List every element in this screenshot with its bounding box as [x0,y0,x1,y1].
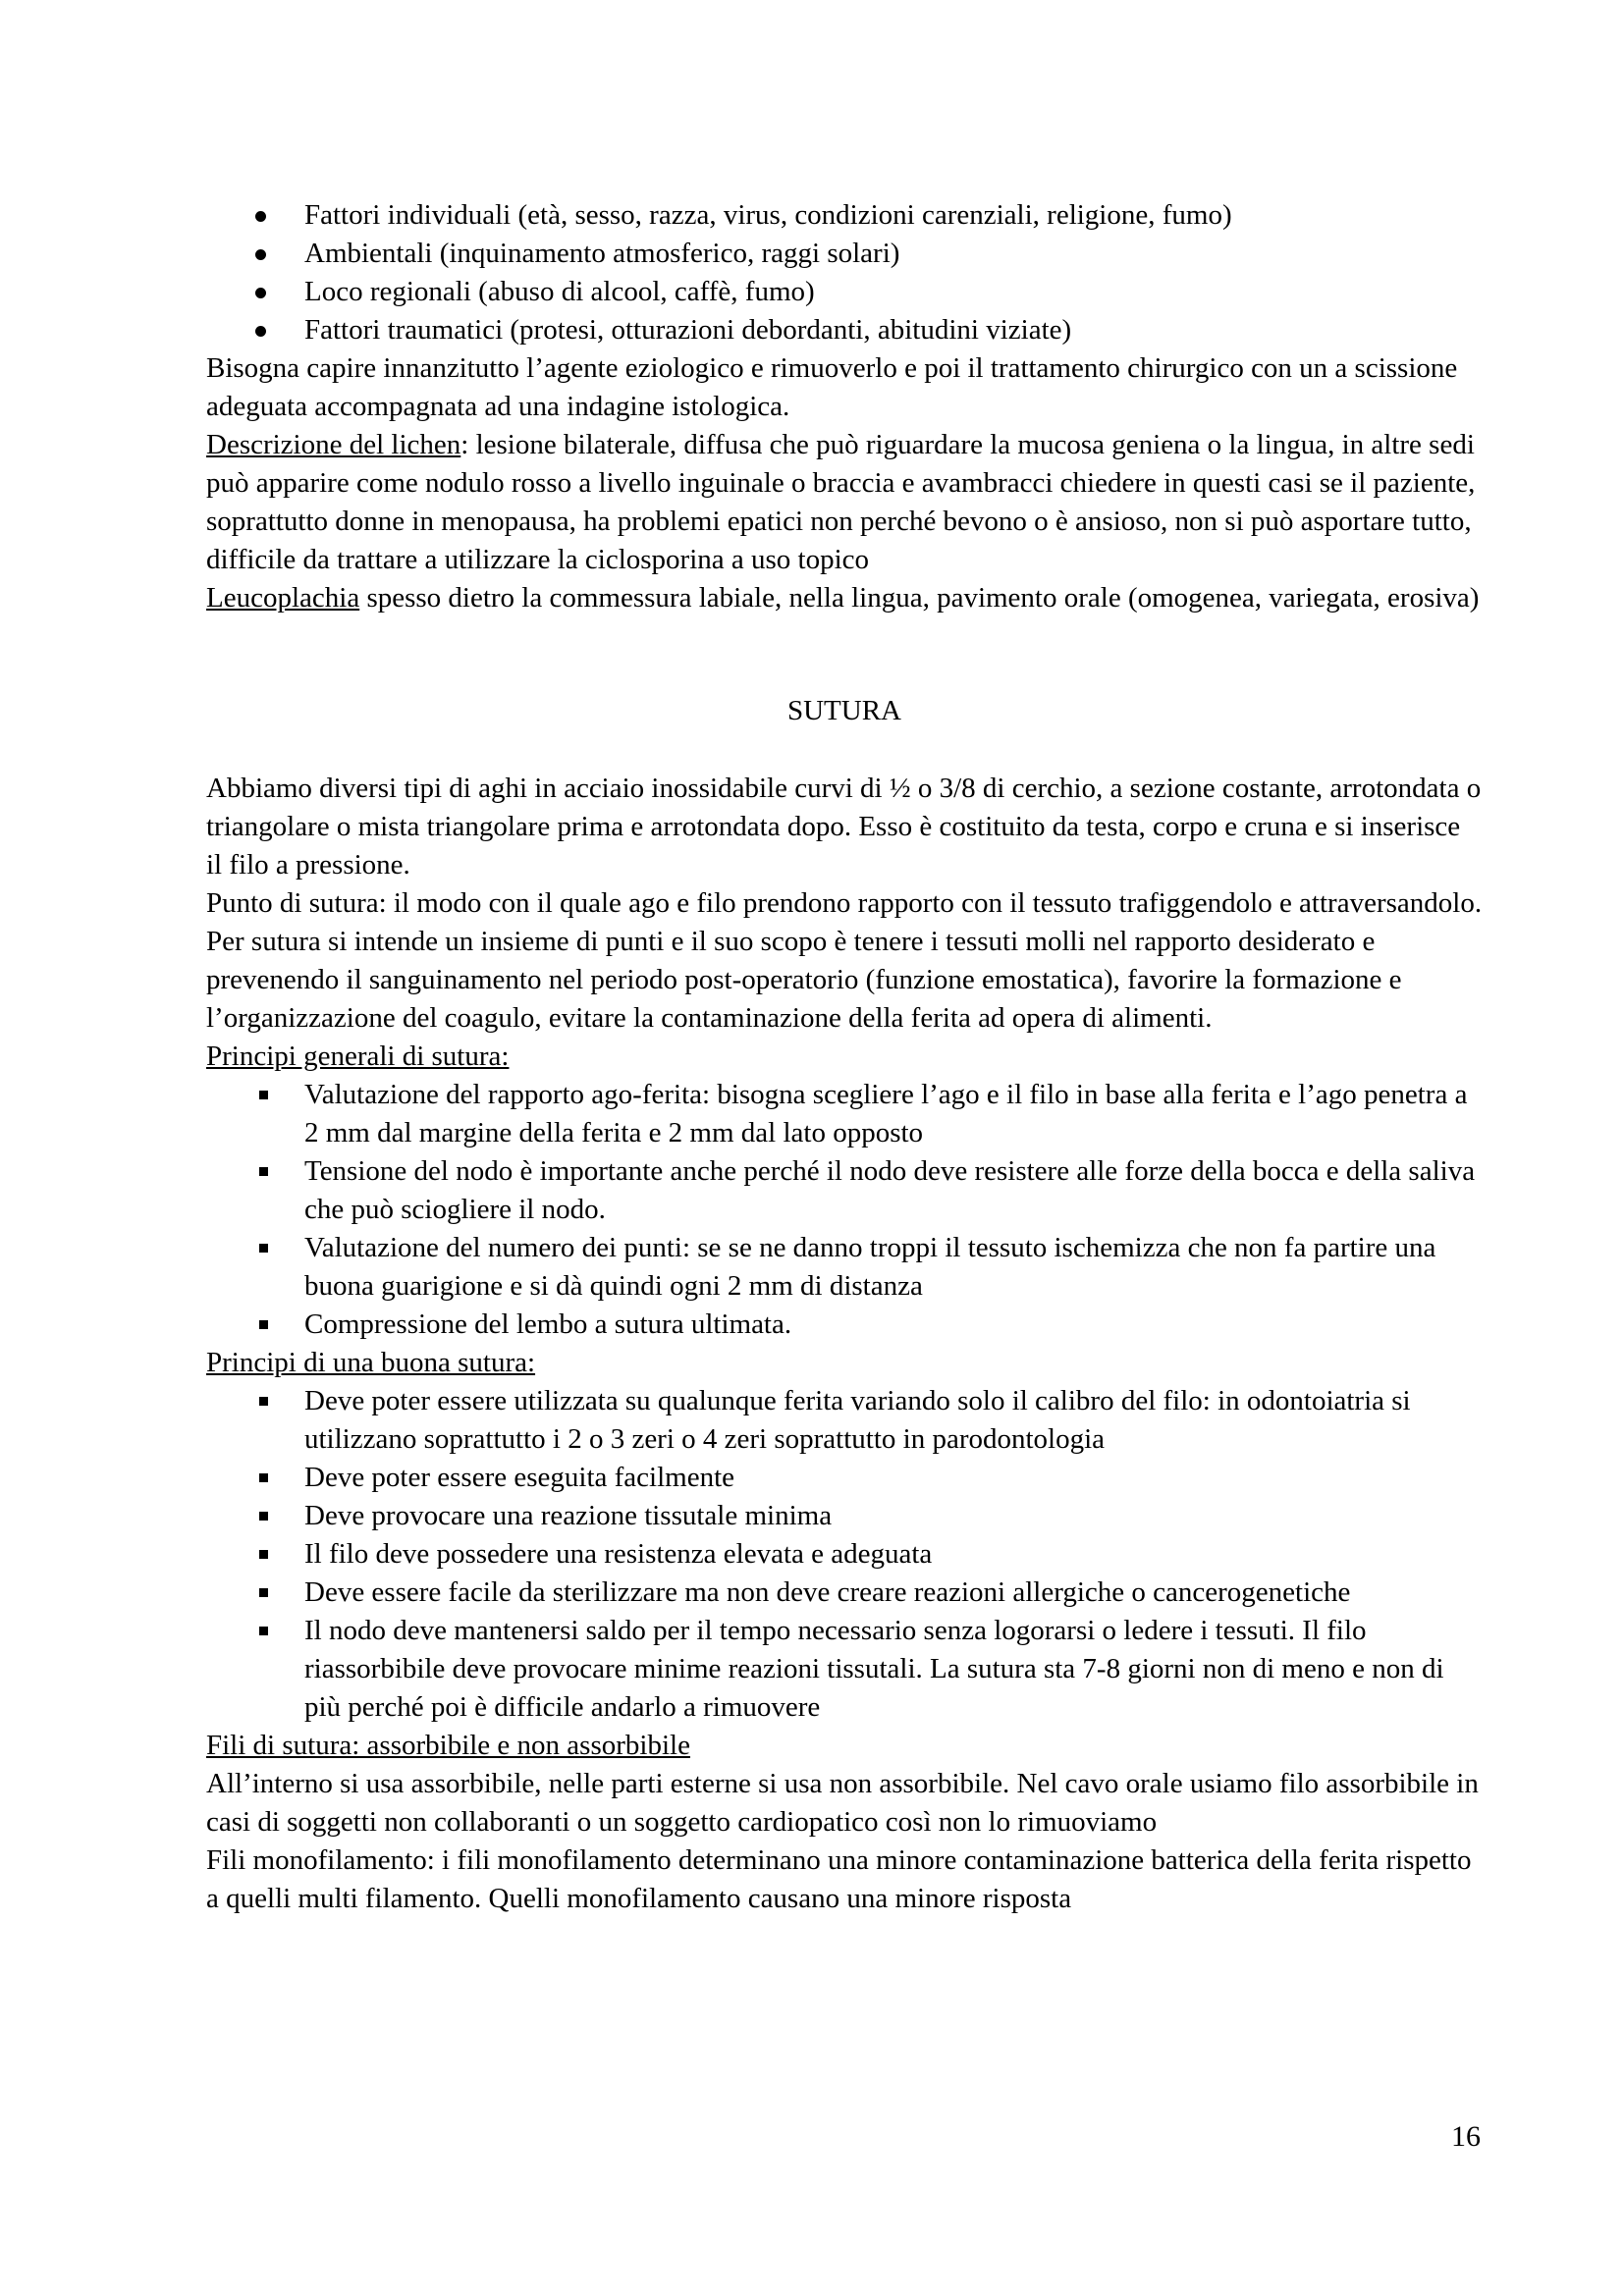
lichen-label: Descrizione del lichen [206,429,461,460]
document-body [206,196,1483,1918]
list-item: Valutazione del numero dei punti: se se ne danno troppi il tessuto ischemizza che non fa partire una buona guarigione e si dà quindi ogni 2 mm di distanza [206,1229,1483,1306]
lichen-text: : lesione bilaterale, diffusa che può riguardare la mucosa geniena o la lingua, in altre sedi può apparire come nodulo rosso a livello inguinale o braccia e avambracci chiedere in questi casi se il paziente, soprattutto donne in menopausa, ha problemi epatici non perché bevono o è ansioso, non si può asportare tutto, difficile da trattare a utilizzare la ciclosporina a uso topico [206,429,1476,575]
list-item: Valutazione del rapporto ago-ferita: bisogna scegliere l’ago e il filo in base alla ferita e l’ago penetra a 2 mm dal margine della ferita e 2 mm dal lato opposto [206,1076,1483,1152]
section-title: SUTURA [786,695,901,726]
list-item: Il nodo deve mantenersi saldo per il tempo necessario senza logorarsi o ledere i tessuti. Il filo riassorbibile deve provocare minime reazioni tissutali. La sutura sta 7-8 giorni non di meno e non di più perché poi è difficile andarlo a rimuovere [206,1612,1483,1727]
general-principles-list [206,1076,1483,1344]
leucoplachia-text: spesso dietro la commessura labiale, nella lingua, pavimento orale (omogenea, variegata, erosiva) [359,582,1480,614]
list-item: Deve provocare una reazione tissutale minima [206,1497,1483,1535]
paragraph-leucoplachia [206,579,1483,617]
list-item: Tensione del nodo è importante anche perché il nodo deve resistere alle forze della bocca e della saliva che può sciogliere il nodo. [206,1152,1483,1229]
threads-heading: Fili di sutura: assorbibile e non assorbibile [206,1730,690,1761]
list-item: Deve essere facile da sterilizzare ma non deve creare reazioni allergiche o cancerogenetiche [206,1574,1483,1612]
paragraph-needles: Abbiamo diversi tipi di aghi in acciaio inossidabile curvi di ½ o 3/8 di cerchio, a sezione costante, arrotondata o triangolare o mista triangolare prima e arrotondata dopo. Esso è costituito da testa, corpo e cruna e si inserisce il filo a pressione. [206,773,1482,881]
list-item: Fattori individuali (età, sesso, razza, virus, condizioni carenziali, religione, fumo) [206,196,1483,235]
list-item: Loco regionali (abuso di alcool, caffè, fumo) [206,273,1483,311]
paragraph-punto: Punto di sutura: il modo con il quale ago e filo prendono rapporto con il tessuto trafiggendolo e attraversandolo. Per sutura si intende un insieme di punti e il suo scopo è tenere i tessuti molli nel rapporto desiderato e prevenendo il sanguinamento nel periodo post-operatorio (funzione emostatica), favorire la formazione e l’organizzazione del coagulo, evitare la contaminazione della ferita ad opera di alimenti. [206,887,1483,1034]
list-item: Deve poter essere eseguita facilmente [206,1459,1483,1497]
good-suture-list [206,1382,1483,1727]
paragraph-lichen [206,426,1483,579]
paragraph-agent: Bisogna capire innanzitutto l’agente eziologico e rimuoverlo e poi il trattamento chirurgico con un a scissione adeguata accompagnata ad una indagine istologica. [206,352,1458,422]
list-item: Deve poter essere utilizzata su qualunque ferita variando solo il calibro del filo: in odontoiatria si utilizzano soprattutto i 2 o 3 zeri o 4 zeri soprattutto in parodontologia [206,1382,1483,1459]
paragraph-threads: All’interno si usa assorbibile, nelle parti esterne si usa non assorbibile. Nel cavo orale usiamo filo assorbibile in casi di soggetti non collaboranti o un soggetto cardiopatico così non lo rimuoviamo [206,1768,1479,1838]
good-suture-heading: Principi di una buona sutura: [206,1347,536,1378]
leucoplachia-label: Leucoplachia [206,582,360,614]
page-number: 16 [1451,2120,1481,2153]
risk-factor-list [206,196,1483,349]
list-item: Ambientali (inquinamento atmosferico, raggi solari) [206,235,1483,273]
list-item: Fattori traumatici (protesi, otturazioni debordanti, abitudini viziate) [206,311,1483,349]
list-item: Compressione del lembo a sutura ultimata. [206,1306,1483,1344]
paragraph-monofilament: Fili monofilamento: i fili monofilamento determinano una minore contaminazione batterica della ferita rispetto a quelli multi filamento. Quelli monofilamento causano una minore risposta [206,1844,1472,1914]
general-principles-heading: Principi generali di sutura: [206,1041,510,1072]
list-item: Il filo deve possedere una resistenza elevata e adeguata [206,1535,1483,1574]
